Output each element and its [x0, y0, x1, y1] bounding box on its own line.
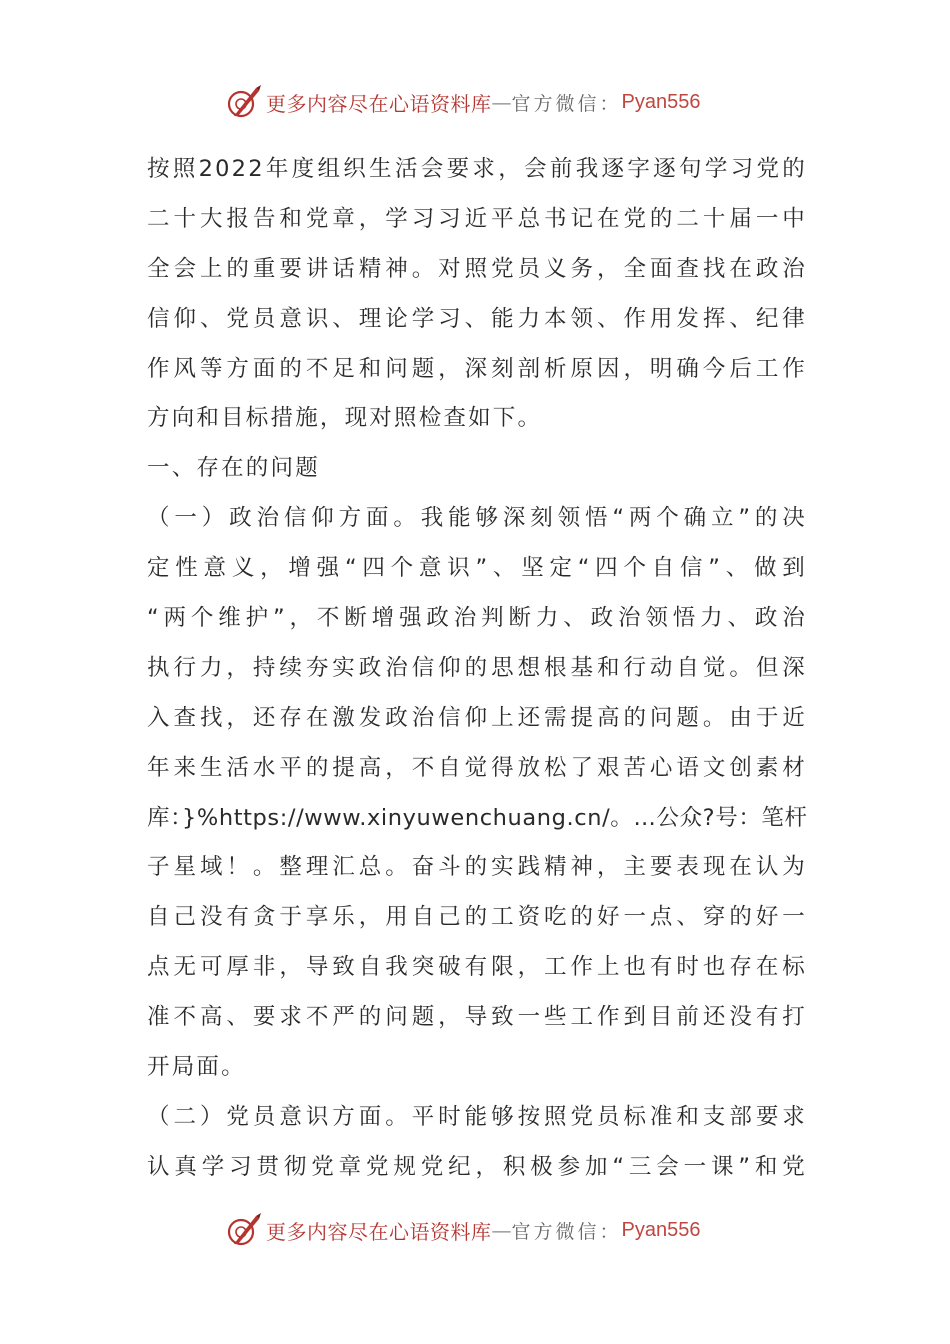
text-line: 按照2022年度组织生活会要求，会前我逐字逐句学习党的 — [147, 156, 807, 182]
text-line: 二十大报告和党章，学习习近平总书记在党的二十届一中 — [147, 205, 807, 232]
watermark-brand-text: 更多内容尽在心语资料库 — [266, 91, 492, 116]
text-line: 全会上的重要讲话精神。对照党员义务，全面查找在政治 — [147, 255, 807, 282]
text-line: 自己没有贪于享乐，用自己的工资吃的好一点、穿的好一 — [147, 904, 807, 931]
text-line: 执行力，持续夯实政治信仰的思想根基和行动自觉。但深 — [147, 654, 807, 681]
text-line: 定性意义，增强“四个意识”、坚定“四个自信”、做到 — [147, 555, 807, 582]
watermark-dash: — — [491, 90, 512, 114]
text-line: 开局面。 — [147, 1054, 246, 1081]
document-body — [147, 145, 807, 1193]
text-line: （一）政治信仰方面。我能够深刻领悟“两个确立”的决 — [147, 505, 807, 532]
text-line: 入查找，还存在激发政治信仰上还需提高的问题。由于近 — [147, 704, 807, 731]
section-heading: 一、存在的问题 — [147, 455, 320, 482]
text-line: 认真学习贯彻党章党规党纪，积极参加“三会一课”和党 — [147, 1153, 807, 1180]
watermark-banner-top — [226, 82, 700, 122]
quill-logo-icon — [226, 1212, 262, 1248]
watermark-wechat-id: Pyan556 — [621, 90, 701, 113]
text-line: 信仰、党员意识、理论学习、能力本领、作用发挥、纪律 — [147, 305, 807, 332]
text-line: “两个维护”，不断增强政治判断力、政治领悟力、政治 — [147, 605, 807, 632]
quill-logo-icon — [226, 84, 262, 120]
watermark-dash: — — [491, 1218, 512, 1242]
text-line: 方向和目标措施，现对照检查如下。 — [147, 405, 543, 432]
watermark-banner-bottom — [226, 1210, 700, 1250]
watermark-official-label: 官方微信： — [511, 92, 622, 115]
text-line: 准不高、要求不严的问题，导致一些工作到目前还没有打 — [147, 1004, 807, 1031]
text-line: 子星域！。整理汇总。奋斗的实践精神，主要表现在认为 — [147, 854, 807, 881]
text-line: 作风等方面的不足和问题，深刻剖析原因，明确今后工作 — [147, 355, 807, 382]
watermark-official-label: 官方微信： — [511, 1220, 622, 1243]
watermark-wechat-id: Pyan556 — [621, 1218, 701, 1241]
text-line: 年来生活水平的提高，不自觉得放松了艰苦心语文创素材 — [147, 754, 807, 781]
text-line: 库：}%https://www.xinyuwenchuang.cn/。…公众?号：笔杆 — [147, 804, 808, 831]
text-line: （二）党员意识方面。平时能够按照党员标准和支部要求 — [147, 1103, 807, 1130]
text-line: 点无可厚非，导致自我突破有限，工作上也有时也存在标 — [147, 954, 807, 981]
watermark-brand-text: 更多内容尽在心语资料库 — [266, 1219, 492, 1244]
